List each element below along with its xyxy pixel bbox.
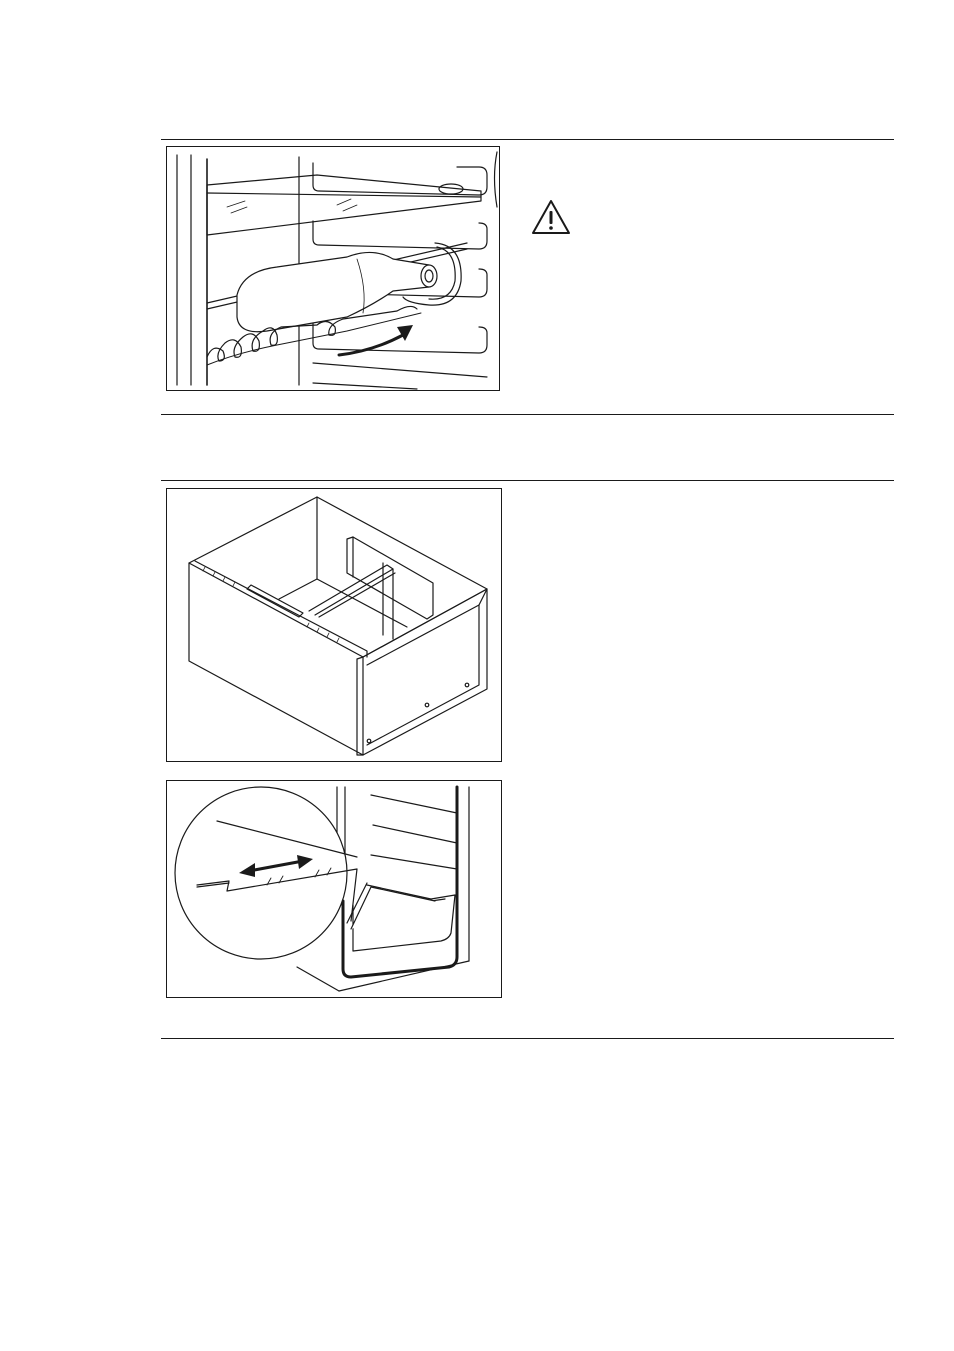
bottle-rack-illustration <box>166 146 500 391</box>
freezer-drawer-illustration <box>166 488 502 762</box>
drawer-adjustment-detail-illustration <box>166 780 502 998</box>
section-rule-bottom <box>161 1038 894 1039</box>
section-rule-top <box>161 139 894 140</box>
section-rule-3 <box>161 480 894 481</box>
warning-triangle-icon <box>530 198 572 236</box>
section-rule-2 <box>161 414 894 415</box>
